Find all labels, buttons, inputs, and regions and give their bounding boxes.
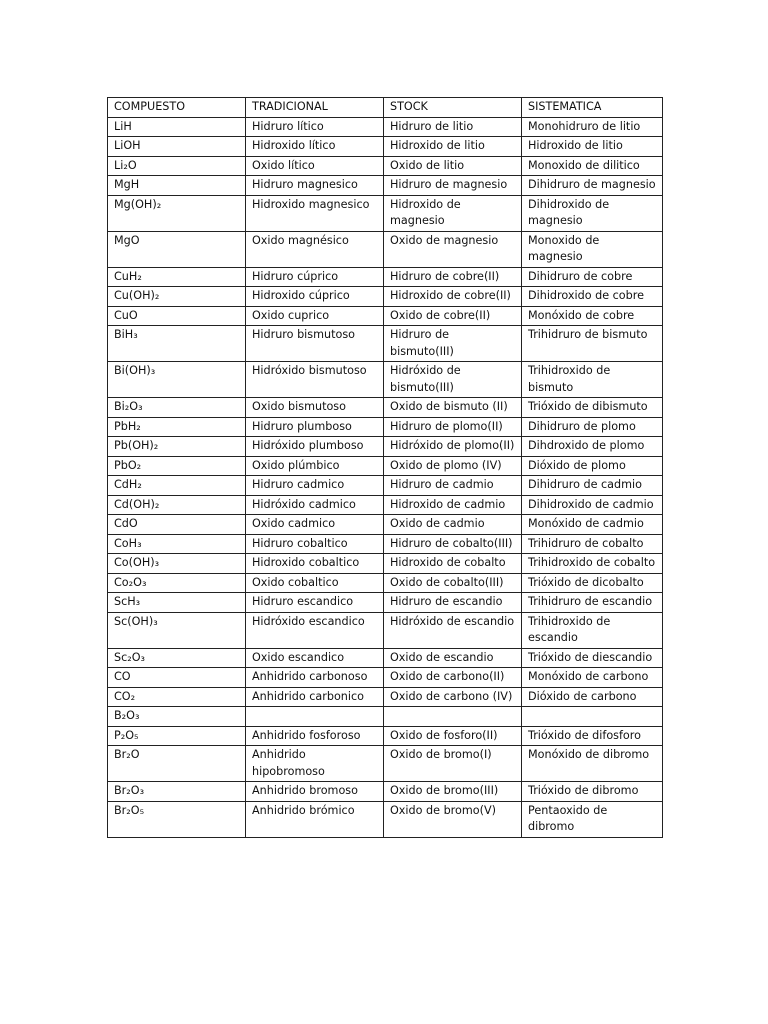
table-row (108, 362, 663, 398)
cell-sistematica: Dióxido de plomo (522, 456, 663, 476)
cell-compuesto: Co(OH)₃ (108, 554, 246, 574)
cell-tradicional: Hidróxido bismutoso (246, 362, 384, 398)
cell-compuesto: ScH₃ (108, 593, 246, 613)
cell-tradicional: Hidruro bismutoso (246, 326, 384, 362)
cell-stock: Oxido de bromo(V) (384, 801, 522, 837)
cell-sistematica: Dihidroxido de cadmio (522, 495, 663, 515)
cell-tradicional: Anhidrido fosforoso (246, 726, 384, 746)
cell-compuesto: P₂O₅ (108, 726, 246, 746)
cell-tradicional: Anhidrido carbonico (246, 687, 384, 707)
cell-tradicional: Anhidrido carbonoso (246, 668, 384, 688)
cell-sistematica: Trihidroxido de bismuto (522, 362, 663, 398)
cell-compuesto: CoH₃ (108, 534, 246, 554)
cell-stock: Oxido de cadmio (384, 515, 522, 535)
cell-tradicional: Hidruro cadmico (246, 476, 384, 496)
cell-stock: Hidruro de bismuto(III) (384, 326, 522, 362)
cell-tradicional: Hidroxido magnesico (246, 195, 384, 231)
cell-stock: Hidroxido de cobalto (384, 554, 522, 574)
cell-stock: Hidroxido de cadmio (384, 495, 522, 515)
table-row (108, 554, 663, 574)
cell-stock: Hidróxido de escandio (384, 612, 522, 648)
table-row (108, 437, 663, 457)
table-row (108, 782, 663, 802)
cell-tradicional: Hidroxido lítico (246, 137, 384, 157)
header-stock: STOCK (384, 98, 522, 118)
cell-tradicional: Oxido bismutoso (246, 398, 384, 418)
cell-stock: Hidruro de litio (384, 117, 522, 137)
table-row (108, 306, 663, 326)
cell-compuesto: B₂O₃ (108, 707, 246, 727)
table-row (108, 707, 663, 727)
cell-tradicional (246, 707, 384, 727)
cell-sistematica: Monohidruro de litio (522, 117, 663, 137)
cell-sistematica: Dihidruro de cobre (522, 267, 663, 287)
cell-sistematica: Hidroxido de litio (522, 137, 663, 157)
cell-sistematica: Trihidruro de bismuto (522, 326, 663, 362)
cell-sistematica: Dihidruro de magnesio (522, 176, 663, 196)
cell-sistematica: Monóxido de dibromo (522, 746, 663, 782)
cell-stock: Oxido de litio (384, 156, 522, 176)
table-row (108, 156, 663, 176)
cell-compuesto: MgH (108, 176, 246, 196)
cell-sistematica: Monóxido de cadmio (522, 515, 663, 535)
cell-sistematica: Trihidruro de escandio (522, 593, 663, 613)
header-tradicional: TRADICIONAL (246, 98, 384, 118)
cell-stock: Hidróxido de bismuto(III) (384, 362, 522, 398)
cell-stock: Oxido de bromo(I) (384, 746, 522, 782)
table-row (108, 398, 663, 418)
table-row (108, 267, 663, 287)
cell-sistematica: Trihidroxido de escandio (522, 612, 663, 648)
cell-tradicional: Anhidrido bromoso (246, 782, 384, 802)
cell-compuesto: LiOH (108, 137, 246, 157)
table-row (108, 534, 663, 554)
table-row (108, 687, 663, 707)
cell-compuesto: Pb(OH)₂ (108, 437, 246, 457)
cell-stock: Hidroxido de cobre(II) (384, 287, 522, 307)
cell-sistematica: Dihidruro de cadmio (522, 476, 663, 496)
cell-compuesto: PbO₂ (108, 456, 246, 476)
cell-sistematica: Monoxido de dilitico (522, 156, 663, 176)
cell-tradicional: Oxido cobaltico (246, 573, 384, 593)
cell-compuesto: Sc(OH)₃ (108, 612, 246, 648)
cell-sistematica: Trióxido de diescandio (522, 648, 663, 668)
cell-stock: Oxido de fosforo(II) (384, 726, 522, 746)
cell-tradicional: Oxido magnésico (246, 231, 384, 267)
cell-sistematica: Monóxido de cobre (522, 306, 663, 326)
cell-tradicional: Hidróxido escandico (246, 612, 384, 648)
cell-stock: Oxido de magnesio (384, 231, 522, 267)
cell-sistematica: Trihidroxido de cobalto (522, 554, 663, 574)
cell-compuesto: Bi(OH)₃ (108, 362, 246, 398)
cell-compuesto: PbH₂ (108, 417, 246, 437)
cell-tradicional: Anhidrido brómico (246, 801, 384, 837)
header-sistematica: SISTEMATICA (522, 98, 663, 118)
table-header-row (108, 98, 663, 118)
cell-stock: Oxido de carbono (IV) (384, 687, 522, 707)
cell-stock: Oxido de bismuto (II) (384, 398, 522, 418)
table-row (108, 231, 663, 267)
table-row (108, 326, 663, 362)
cell-sistematica: Trihidruro de cobalto (522, 534, 663, 554)
cell-stock: Oxido de cobalto(III) (384, 573, 522, 593)
cell-sistematica: Trióxido de dicobalto (522, 573, 663, 593)
cell-stock: Oxido de cobre(II) (384, 306, 522, 326)
cell-tradicional: Hidruro plumboso (246, 417, 384, 437)
cell-stock: Hidruro de cobalto(III) (384, 534, 522, 554)
cell-compuesto: Mg(OH)₂ (108, 195, 246, 231)
table-row (108, 648, 663, 668)
table-row (108, 495, 663, 515)
cell-stock: Hidroxido de litio (384, 137, 522, 157)
cell-compuesto: CdO (108, 515, 246, 535)
cell-compuesto: Cu(OH)₂ (108, 287, 246, 307)
table-row (108, 195, 663, 231)
table-row (108, 515, 663, 535)
cell-tradicional: Oxido escandico (246, 648, 384, 668)
cell-tradicional: Oxido cadmico (246, 515, 384, 535)
cell-sistematica: Trióxido de difosforo (522, 726, 663, 746)
cell-sistematica: Trióxido de dibromo (522, 782, 663, 802)
cell-compuesto: LiH (108, 117, 246, 137)
cell-stock: Hidruro de cadmio (384, 476, 522, 496)
cell-stock: Hidruro de magnesio (384, 176, 522, 196)
cell-tradicional: Hidruro magnesico (246, 176, 384, 196)
cell-compuesto: Co₂O₃ (108, 573, 246, 593)
cell-tradicional: Oxido cuprico (246, 306, 384, 326)
cell-stock: Hidroxido de magnesio (384, 195, 522, 231)
cell-tradicional: Anhidrido hipobromoso (246, 746, 384, 782)
cell-tradicional: Hidruro cúprico (246, 267, 384, 287)
cell-compuesto: Br₂O (108, 746, 246, 782)
cell-stock: Oxido de carbono(II) (384, 668, 522, 688)
cell-tradicional: Oxido lítico (246, 156, 384, 176)
table-row (108, 417, 663, 437)
header-compuesto: COMPUESTO (108, 98, 246, 118)
cell-compuesto: Br₂O₃ (108, 782, 246, 802)
nomenclature-table (107, 97, 663, 838)
cell-sistematica: Monoxido de magnesio (522, 231, 663, 267)
cell-compuesto: CdH₂ (108, 476, 246, 496)
table-row (108, 801, 663, 837)
cell-sistematica: Dihidroxido de magnesio (522, 195, 663, 231)
cell-tradicional: Hidróxido cadmico (246, 495, 384, 515)
table-row (108, 612, 663, 648)
cell-sistematica: Pentaoxido de dibromo (522, 801, 663, 837)
cell-tradicional: Oxido plúmbico (246, 456, 384, 476)
cell-stock (384, 707, 522, 727)
cell-compuesto: Li₂O (108, 156, 246, 176)
table-row (108, 726, 663, 746)
cell-compuesto: CuH₂ (108, 267, 246, 287)
cell-compuesto: Sc₂O₃ (108, 648, 246, 668)
cell-stock: Oxido de escandio (384, 648, 522, 668)
table-body (108, 117, 663, 837)
cell-tradicional: Hidruro escandico (246, 593, 384, 613)
cell-compuesto: CO (108, 668, 246, 688)
cell-stock: Oxido de bromo(III) (384, 782, 522, 802)
table-row (108, 287, 663, 307)
cell-stock: Hidruro de escandio (384, 593, 522, 613)
table-row (108, 176, 663, 196)
table-row (108, 456, 663, 476)
table-row (108, 476, 663, 496)
cell-stock: Hidruro de plomo(II) (384, 417, 522, 437)
cell-sistematica: Dióxido de carbono (522, 687, 663, 707)
cell-compuesto: CO₂ (108, 687, 246, 707)
cell-stock: Hidruro de cobre(II) (384, 267, 522, 287)
cell-stock: Oxido de plomo (IV) (384, 456, 522, 476)
cell-compuesto: Br₂O₅ (108, 801, 246, 837)
cell-compuesto: BiH₃ (108, 326, 246, 362)
cell-compuesto: Bi₂O₃ (108, 398, 246, 418)
cell-stock: Hidróxido de plomo(II) (384, 437, 522, 457)
cell-sistematica: Dihidroxido de cobre (522, 287, 663, 307)
cell-tradicional: Hidruro cobaltico (246, 534, 384, 554)
cell-sistematica: Monóxido de carbono (522, 668, 663, 688)
cell-tradicional: Hidruro lítico (246, 117, 384, 137)
cell-tradicional: Hidroxido cúprico (246, 287, 384, 307)
table-row (108, 573, 663, 593)
cell-sistematica: Dihidruro de plomo (522, 417, 663, 437)
cell-tradicional: Hidroxido cobaltico (246, 554, 384, 574)
table-row (108, 593, 663, 613)
table-row (108, 117, 663, 137)
cell-sistematica: Dihdroxido de plomo (522, 437, 663, 457)
cell-tradicional: Hidróxido plumboso (246, 437, 384, 457)
table-row (108, 668, 663, 688)
cell-compuesto: MgO (108, 231, 246, 267)
table-row (108, 746, 663, 782)
table-row (108, 137, 663, 157)
cell-compuesto: Cd(OH)₂ (108, 495, 246, 515)
cell-sistematica: Trióxido de dibismuto (522, 398, 663, 418)
cell-sistematica (522, 707, 663, 727)
cell-compuesto: CuO (108, 306, 246, 326)
